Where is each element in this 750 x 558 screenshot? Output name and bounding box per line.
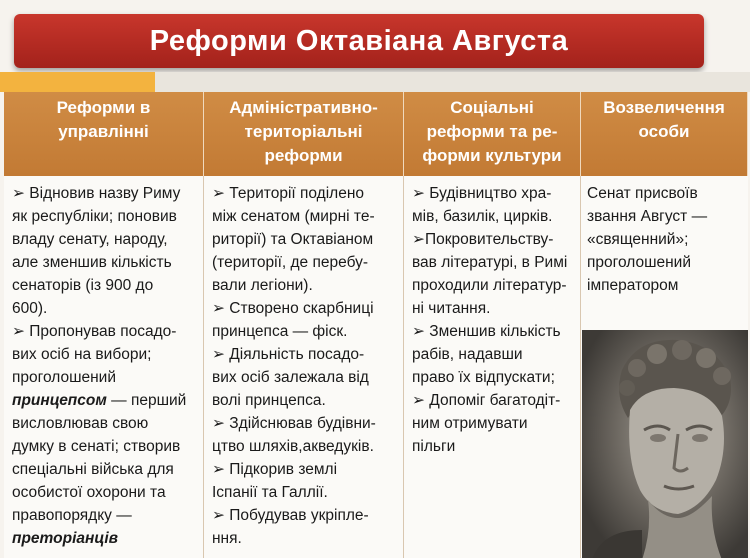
cell-line: владу сенату, народу,	[12, 231, 168, 248]
header-governance	[4, 92, 204, 176]
header-glorification	[581, 92, 748, 176]
cell-line: особистої охорони та	[12, 484, 166, 501]
cell-line: рабів, надавши	[412, 346, 523, 363]
header-text: управлінні	[58, 122, 149, 141]
cell-line: вих осіб на вибори;	[12, 346, 152, 363]
cell-line: Сенат присвоїв	[587, 185, 698, 202]
cell-line: вали легіони).	[212, 277, 313, 294]
cell-line: риторії) та Октавіаном	[212, 231, 374, 248]
cell-line: (території, де перебу-	[212, 254, 369, 271]
header-text: Реформи в	[56, 98, 151, 117]
cell-line: ➢ Зменшив кількість	[412, 323, 561, 340]
cell-line: принцепса — фіск.	[212, 323, 348, 340]
header-text: реформи та ре-	[426, 122, 558, 141]
cell-administrative	[204, 176, 404, 558]
cell-social	[404, 176, 581, 558]
title-banner	[14, 14, 704, 68]
divider-strip	[155, 72, 750, 92]
cell-line: ні читання.	[412, 300, 491, 317]
header-text: особи	[638, 122, 690, 141]
cell-glorification	[581, 176, 748, 558]
cell-line: думку в сенаті; створив	[12, 438, 181, 455]
header-text: Соціальні	[450, 98, 534, 117]
cell-line: проголошений	[587, 254, 691, 271]
header-administrative	[204, 92, 404, 176]
augustus-bust-image	[582, 330, 748, 558]
cell-line: між сенатом (мирні те-	[212, 208, 375, 225]
cell-line: ➢ Допоміг багатодіт-	[412, 392, 561, 409]
term-praetorians: преторіанців	[12, 530, 119, 547]
accent-strip	[0, 72, 155, 92]
cell-line: ➢ Створено скарбниці	[212, 300, 374, 317]
cell-line: як республіки; поновив	[12, 208, 177, 225]
cell-line: правопорядку —	[12, 507, 132, 524]
cell-line: право їх відпускати;	[412, 369, 555, 386]
header-text: форми культури	[422, 146, 562, 165]
cell-line: ➢ Території поділено	[212, 185, 365, 202]
cell-line: ння.	[212, 530, 242, 547]
cell-line: ➢ Пропонував посадо-	[12, 323, 177, 340]
cell-line: проголошений	[12, 369, 116, 386]
cell-line: ➢Покровительству-	[412, 231, 554, 248]
cell-line: але зменшив кількість	[12, 254, 172, 271]
cell-line: ➢ Будівництво хра-	[412, 185, 552, 202]
cell-line: ним отримувати	[412, 415, 528, 432]
cell-line: спеціальні війська для	[12, 461, 174, 478]
page-title: Реформи Октавіана Августа	[149, 24, 569, 57]
cell-line: проходили літератур-	[412, 277, 567, 294]
cell-line: ➢ Побудував укріпле-	[212, 507, 369, 524]
cell-line: висловлював свою	[12, 415, 149, 432]
cell-line: ➢ Здійснював будівни-	[212, 415, 376, 432]
header-text: Адміністративно-	[229, 98, 378, 117]
cell-line: цтво шляхів,акведуків.	[212, 438, 374, 455]
header-text: територіальні	[244, 122, 363, 141]
cell-line: 600).	[12, 300, 48, 317]
header-text: реформи	[264, 146, 343, 165]
cell-line: вав літературі, в Римі	[412, 254, 568, 271]
cell-line: звання Август —	[587, 208, 708, 225]
cell-line: ➢ Відновив назву Риму	[12, 185, 181, 202]
cell-line: ➢ Діяльність посадо-	[212, 346, 365, 363]
cell-governance	[4, 176, 204, 558]
cell-line: мів, базилік, цирків.	[412, 208, 553, 225]
cell-line: вих осіб залежала від	[212, 369, 369, 386]
cell-line: Іспанії та Галлії.	[212, 484, 328, 501]
header-text: Возвеличення	[603, 98, 725, 117]
cell-line: імператором	[587, 277, 679, 294]
cell-line: пільги	[412, 438, 456, 455]
header-social	[404, 92, 581, 176]
cell-line	[12, 389, 197, 412]
cell-line-rest: — перший	[106, 392, 187, 409]
cell-line: волі принцепса.	[212, 392, 326, 409]
cell-line: «священний»;	[587, 231, 689, 248]
cell-line: ➢ Підкорив землі	[212, 461, 338, 478]
term-princeps: принцепсом	[12, 392, 107, 409]
reforms-table	[4, 92, 748, 558]
cell-line: сенаторів (із 900 до	[12, 277, 154, 294]
